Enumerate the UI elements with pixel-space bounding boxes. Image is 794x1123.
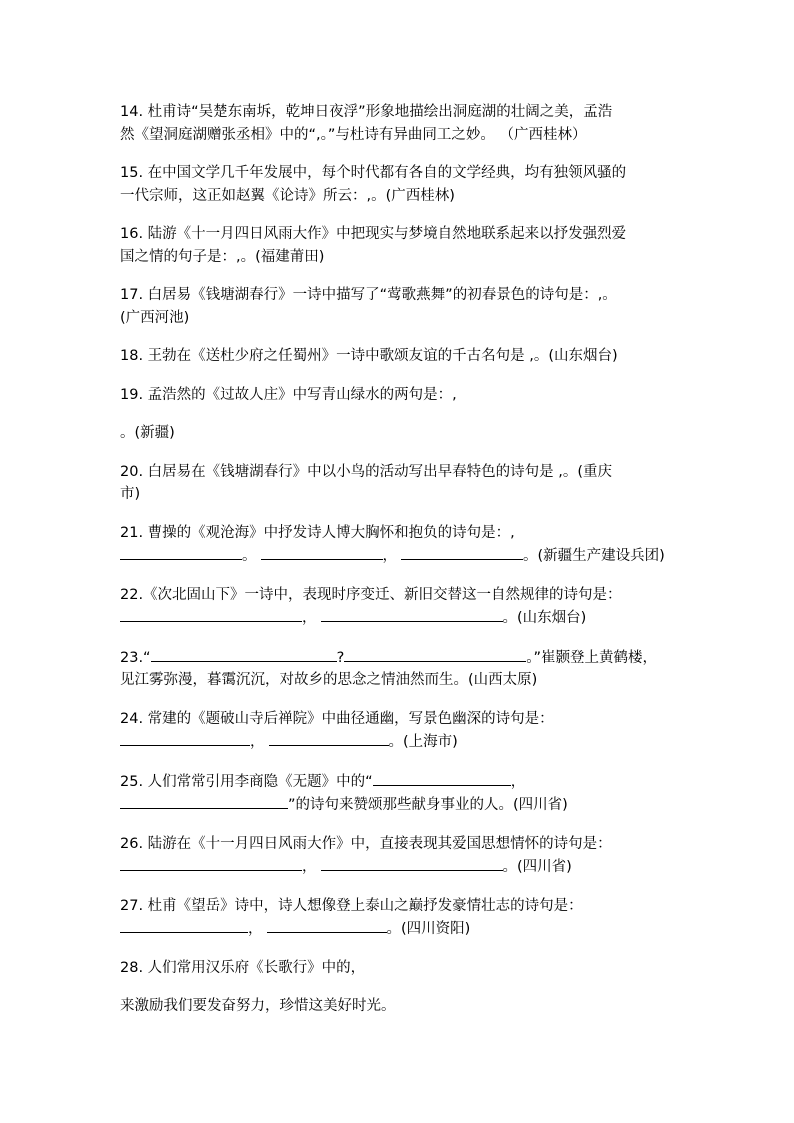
answer-blank[interactable] xyxy=(120,793,288,809)
answer-blank[interactable] xyxy=(321,606,503,622)
punctuation: ， xyxy=(248,921,263,937)
question-28 xyxy=(120,957,676,980)
question-19 xyxy=(120,384,676,407)
question-24 xyxy=(120,708,676,754)
question-text: 28. 人们常用汉乐府《长歌行》中的， xyxy=(120,959,366,976)
question-source: 。(四川省) xyxy=(502,859,572,875)
question-17 xyxy=(120,284,676,329)
question-text: 来激励我们要发奋努力，珍惜这美好时光。 xyxy=(120,998,396,1014)
answer-blank[interactable] xyxy=(120,730,250,746)
question-text: 18. 王勃在《送杜少府之任蜀州》一诗中歌颂友谊的千古名句是 ,。(山东烟台) xyxy=(120,348,618,364)
question-text: 19. 孟浩然的《过故人庄》中写青山绿水的两句是：, xyxy=(120,386,457,403)
question-text: (广西河池) xyxy=(120,309,190,326)
punctuation: ， xyxy=(302,610,317,626)
answer-blank[interactable] xyxy=(269,730,389,746)
question-text: 17. 白居易《钱塘湖春行》一诗中描写了“莺歌燕舞”的初春景色的诗句是：,。 xyxy=(120,287,617,303)
answer-blank[interactable] xyxy=(120,917,248,933)
question-source: 。(山东烟台) xyxy=(502,610,587,626)
question-source: 。(上海市) xyxy=(388,734,458,750)
question-16 xyxy=(120,223,676,268)
punctuation: ， xyxy=(250,734,265,750)
question-text: 14. 杜甫诗“吴楚东南坼，乾坤日夜浮”形象地描绘出洞庭湖的壮阔之美，孟浩 xyxy=(120,104,613,120)
question-27 xyxy=(120,895,676,941)
answer-blank[interactable] xyxy=(321,855,503,871)
question-list xyxy=(120,101,676,1034)
punctuation: ， xyxy=(302,859,317,875)
answer-blank[interactable] xyxy=(401,544,523,560)
question-19-continuation xyxy=(120,422,676,445)
question-14 xyxy=(120,101,676,146)
question-text: 一代宗师，这正如赵翼《论诗》所云：,。(广西桂林) xyxy=(120,187,455,204)
question-25 xyxy=(120,770,676,817)
answer-blank[interactable] xyxy=(120,606,302,622)
punctuation: ? xyxy=(336,649,345,666)
question-text: ”的诗句来赞颂那些献身事业的人。(四川省) xyxy=(288,797,568,813)
question-26 xyxy=(120,833,676,879)
question-21 xyxy=(120,522,676,568)
question-text: 市) xyxy=(120,486,141,502)
question-text: 24. 常建的《题破山寺后禅院》中曲径通幽，写景色幽深的诗句是： xyxy=(120,710,554,727)
question-text: 27. 杜甫《望岳》诗中，诗人想像登上泰山之巅抒发豪情壮志的诗句是： xyxy=(120,897,583,914)
question-text: 20. 白居易在《钱塘湖春行》中以小鸟的活动写出早春特色的诗句是 ,。(重庆 xyxy=(120,463,613,480)
question-text: 国之情的句子是：,。(福建莆田) xyxy=(120,248,325,265)
question-28-continuation xyxy=(120,995,676,1018)
question-15 xyxy=(120,162,676,207)
answer-blank[interactable] xyxy=(267,917,387,933)
question-text: 然《望洞庭湖赠张丞相》中的“,。”与杜诗有异曲同工之妙。 （广西桂林） xyxy=(120,126,587,143)
question-text: 26. 陆游在《十一月四日风雨大作》中，直接表现其爱国思想情怀的诗句是： xyxy=(120,835,612,852)
answer-blank[interactable] xyxy=(373,770,511,786)
question-text: 23.“ xyxy=(120,649,151,666)
question-text: 22.《次北固山下》一诗中，表现时序变迁、新旧交替这一自然规律的诗句是： xyxy=(120,586,622,603)
question-18 xyxy=(120,345,676,368)
question-23 xyxy=(120,646,676,692)
question-text: 。(新疆) xyxy=(120,425,175,441)
answer-blank[interactable] xyxy=(261,544,383,560)
punctuation: ， xyxy=(510,773,526,790)
question-text: 。”崔颢登上黄鹤楼， xyxy=(526,649,658,666)
answer-blank[interactable] xyxy=(344,646,526,662)
question-source: 。(新疆生产建设兵团) xyxy=(523,548,665,564)
question-text: 25. 人们常常引用李商隐《无题》中的“ xyxy=(120,773,373,790)
question-source: 。(四川资阳) xyxy=(386,921,471,937)
question-text: 15. 在中国文学几千年发展中，每个时代都有各自的文学经典，均有独领风骚的 xyxy=(120,165,627,181)
answer-blank[interactable] xyxy=(120,544,242,560)
question-22 xyxy=(120,584,676,630)
answer-blank[interactable] xyxy=(151,646,337,662)
question-20 xyxy=(120,461,676,506)
question-text: 21. 曹操的《观沧海》中抒发诗人博大胸怀和抱负的诗句是：, xyxy=(120,524,515,541)
answer-blank[interactable] xyxy=(120,855,302,871)
punctuation: ， xyxy=(382,548,397,564)
question-text: 16. 陆游《十一月四日风雨大作》中把现实与梦境自然地联系起来以抒发强烈爱 xyxy=(120,226,627,242)
punctuation: 。 xyxy=(242,548,257,564)
question-text: 见江雾弥漫，暮霭沉沉，对故乡的思念之情油然而生。(山西太原) xyxy=(120,672,538,688)
